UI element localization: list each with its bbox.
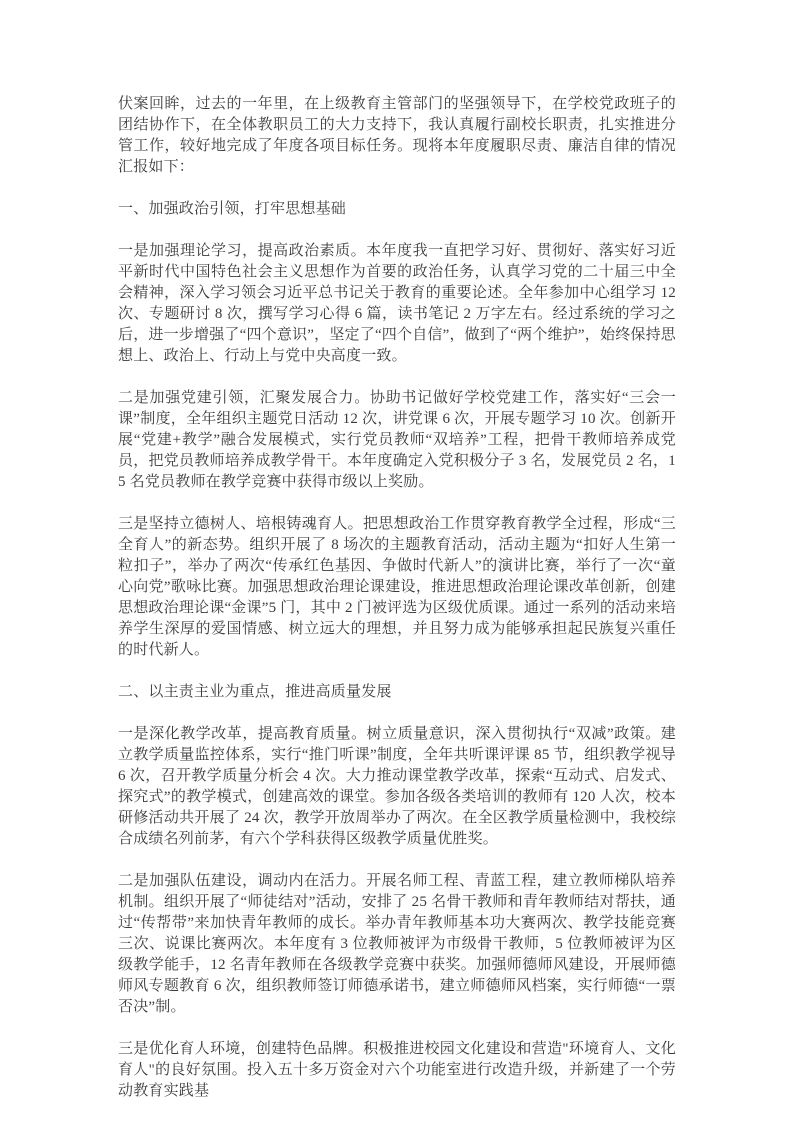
paragraph-team-building: 二是加强队伍建设，调动内在活力。开展名师工程、青蓝工程，建立教师梯队培养机制。组织开展了“师徒结对”活动，安排了 25 名骨干教师和青年教师结对帮扶，通过“传帮带”来加快青年教师的成长。举办青年教师基本功大赛两次、教学技能竞赛三次、说课比赛两次。本年度有 3 位教师被评为市级骨干教师，5 位教师被评为区级教学能手，12 名青年教师在各级教学竞赛中获奖。加强师德师风建设，开展师德师风专题教育 6 次，组织教师签订师德承诺书，建立师德师风档案，实行师德“一票否决”制。 [118,873,676,1015]
section-heading-2: 二、以主责主业为重点，推进高质量发展 [118,684,392,700]
section-heading-1: 一、加强政治引领，打牢思想基础 [118,201,347,217]
paragraph-teaching-reform: 一是深化教学改革，提高教育质量。树立质量意识，深入贯彻执行“双减”政策。建立教学质量监控体系，实行“推门听课”制度，全年共听课评课 85 节，组织教学视导 6 次，召开教学质量分析会 4 次。大力推动课堂教学改革，探索“互动式、启发式、探究式”的教学模式，创建高效的课堂。参加各级各类培训的教师有 120 人次，校本研修活动共开展了 24 次，教学开放周举办了两次。在全区教学质量检测中，我校综合成绩名列前茅，有六个学科获得区级教学质量优胜奖。 [118,726,676,847]
paragraph-moral-education: 三是坚持立德树人、培根铸魂育人。把思想政治工作贯穿教育教学全过程，形成“三全育人”的新态势。组织开展了 8 场次的主题教育活动，活动主题为“扣好人生第一粒扣子”，举办了两次“传承红色基因、争做时代新人”的演讲比赛，举行了一次“童心向党”歌咏比赛。加强思想政治理论课建设，推进思想政治理论课改革创新，创建思想政治理论课“金课”5 门，其中 2 门被评选为区级优质课。通过一系列的活动来培养学生深厚的爱国情感、树立远大的理想，并且努力成为能够承担起民族复兴重任的时代新人。 [118,516,676,658]
paragraph-party-building: 二是加强党建引领，汇聚发展合力。协助书记做好学校党建工作，落实好“三会一课”制度，全年组织主题党日活动 12 次，讲党课 6 次，开展专题学习 10 次。创新开展“党建+教学”融合发展模式，实行党员教师“双培养”工程，把骨干教师培养成党员，把党员教师培养成教学骨干。本年度确定入党积极分子 3 名，发展党员 2 名，15 名党员教师在教学竞赛中获得市级以上奖励。 [118,390,676,490]
paragraph-theory-study: 一是加强理论学习，提高政治素质。本年度我一直把学习好、贯彻好、落实好习近平新时代中国特色社会主义思想作为首要的政治任务，认真学习党的二十届三中全会精神，深入学习领会习近平总书记关于教育的重要论述。全年参加中心组学习 12 次、专题研讨 8 次，撰写学习心得 6 篇，读书笔记 2 万字左右。经过系统的学习之后，进一步增强了“四个意识”，坚定了“四个自信”，做到了“两个维护”，始终保持思想上、政治上、行动上与党中央高度一致。 [118,243,676,364]
intro-paragraph: 伏案回眸，过去的一年里，在上级教育主管部门的坚强领导下，在学校党政班子的团结协作下，在全体教职员工的大力支持下，我认真履行副校长职责，扎实推进分管工作，较好地完成了年度各项目标任务。现将本年度履职尽责、廉洁自律的情况汇报如下： [118,96,676,175]
paragraph-environment-truncated: 三是优化育人环境，创建特色品牌。积极推进校园文化建设和营造"环境育人、文化育人"的良好氛围。投入五十多万资金对六个功能室进行改造升级，并新建了一个劳动教育实践基 [118,1041,676,1099]
